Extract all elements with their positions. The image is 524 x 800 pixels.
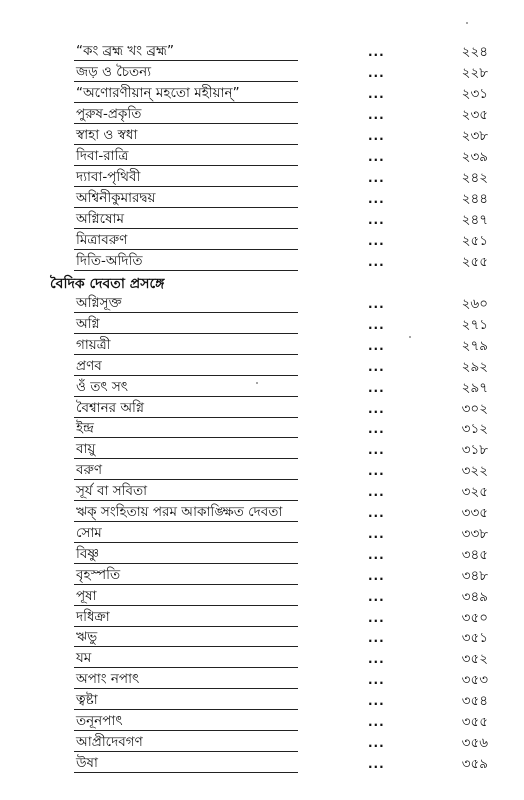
entry-page-number: ৩৫৩	[461, 672, 488, 689]
toc-entry	[0, 711, 524, 732]
toc-entry	[0, 627, 524, 648]
toc-entry	[0, 690, 524, 711]
entry-page-number: ৩৪৮	[461, 567, 488, 584]
entry-underline	[74, 60, 298, 61]
entry-underline	[74, 437, 298, 438]
entry-page-number: ২৫৫	[461, 254, 488, 270]
entry-underline	[74, 186, 298, 187]
entry-title: দিতি-অদিতি	[76, 253, 143, 269]
entry-underline	[74, 751, 298, 752]
entry-page-number: ৩২২	[461, 463, 488, 480]
toc-entry	[0, 251, 524, 272]
entry-page-number: ২৯৭	[461, 379, 488, 396]
entry-underline	[74, 542, 298, 543]
entry-underline	[74, 730, 298, 731]
entry-leader-dots: ...	[368, 213, 385, 227]
entry-underline	[74, 312, 298, 313]
entry-underline	[74, 646, 298, 647]
entry-page-number: ৩২৫	[461, 484, 488, 501]
toc-entry	[0, 230, 524, 251]
entry-page-number: ৩১৮	[461, 442, 488, 459]
entry-title: জড় ও চৈতন্য	[76, 64, 152, 80]
entry-title: বায়ু	[76, 441, 96, 458]
toc-entry	[0, 523, 524, 544]
toc-entry	[0, 544, 524, 565]
entry-leader-dots: ...	[368, 694, 385, 709]
entry-underline	[74, 270, 298, 271]
toc-entry	[0, 146, 524, 167]
entry-title: অপাং নপাৎ	[76, 671, 140, 688]
entry-leader-dots: ...	[368, 297, 385, 311]
entry-underline	[74, 165, 298, 166]
entry-page-number: ২৩৫	[461, 107, 488, 123]
toc-entry	[0, 398, 524, 419]
entry-page-number: ২৩৯	[461, 149, 488, 165]
toc-entry	[0, 41, 524, 62]
entry-page-number: ৩৫৬	[461, 734, 488, 751]
entry-title: তনূনপাৎ	[76, 713, 123, 729]
entry-leader-dots: ...	[368, 610, 385, 625]
entry-title: বরুণ	[76, 462, 103, 479]
entry-underline	[74, 417, 298, 418]
toc-entry	[0, 104, 524, 125]
entry-leader-dots: ...	[368, 66, 385, 80]
entry-leader-dots: ...	[368, 87, 385, 101]
entry-leader-dots: ...	[368, 401, 385, 416]
toc-entry	[0, 377, 524, 398]
entry-underline	[74, 375, 298, 376]
entry-title: পুরুষ-প্রকৃতি	[76, 106, 142, 122]
entry-underline	[74, 521, 298, 522]
entry-underline	[74, 228, 298, 229]
toc-entry	[0, 648, 524, 669]
entry-page-number: ২৩৮	[461, 128, 488, 144]
entry-title: বৃহস্পতি	[76, 566, 121, 583]
entry-leader-dots: ...	[368, 192, 385, 206]
entry-page-number: ২২৪	[461, 44, 488, 60]
entry-title: ঋভু	[76, 629, 98, 646]
entry-page-number: ৩৫৪	[461, 693, 488, 710]
entry-page-number: ২৭৯	[461, 337, 488, 354]
entry-underline	[74, 667, 298, 668]
entry-title: ঋক্‌ সংহিতায় পরম আকাঙ্ক্ষিত দেবতা	[76, 504, 283, 520]
entry-underline	[74, 333, 298, 334]
toc-entry	[0, 314, 524, 335]
entry-underline	[74, 563, 298, 564]
toc-entry	[0, 83, 524, 104]
entry-leader-dots: ...	[368, 338, 385, 353]
toc-entry	[0, 460, 524, 481]
entry-leader-dots: ...	[368, 715, 385, 729]
entry-leader-dots: ...	[368, 255, 385, 269]
print-speck	[409, 336, 411, 338]
toc-entry	[0, 753, 524, 774]
entry-leader-dots: ...	[368, 422, 385, 437]
toc-entry	[0, 439, 524, 460]
entry-underline	[74, 709, 298, 710]
entry-title: দধিক্রা	[76, 608, 110, 625]
entry-leader-dots: ...	[368, 526, 385, 541]
entry-page-number: ৩৪৫	[461, 546, 488, 563]
entry-page-number: ২৭১	[461, 316, 488, 333]
entry-underline	[74, 479, 298, 480]
entry-page-number: ৩১২	[461, 421, 488, 438]
toc-entry	[0, 293, 524, 314]
entry-underline	[74, 688, 298, 689]
entry-leader-dots: ...	[368, 652, 385, 667]
entry-underline	[74, 584, 298, 585]
toc-entry	[0, 481, 524, 502]
entry-underline	[74, 605, 298, 606]
entry-page-number: ৩৫১	[461, 630, 488, 647]
entry-underline	[74, 123, 298, 124]
entry-page-number: ২৫১	[461, 233, 488, 249]
entry-page-number: ৩৫০	[461, 609, 488, 626]
entry-title: পূষা	[76, 587, 97, 604]
entry-title: অগ্নিসূক্ত	[76, 295, 122, 311]
entry-page-number: ৩৫৫	[461, 714, 488, 730]
entry-title: প্রণব	[76, 357, 102, 374]
entry-leader-dots: ...	[368, 589, 385, 604]
entry-title: অশ্বিনীকুমারদ্বয়	[76, 190, 156, 206]
entry-leader-dots: ...	[368, 443, 385, 458]
entry-page-number: ৩৫৯	[461, 755, 488, 772]
entry-title: “অণোরণীয়ান্‌ মহতো মহীয়ান্‌”	[76, 85, 240, 101]
print-speck	[466, 22, 468, 24]
toc-entry	[0, 188, 524, 209]
entry-title: স্বাহা ও স্বধা	[76, 127, 138, 143]
entry-title: দ্যাবা-পৃথিবী	[76, 169, 141, 185]
entry-underline	[74, 207, 298, 208]
entry-title: বিষ্ণু	[76, 545, 100, 562]
entry-page-number: ২৬০	[461, 296, 488, 312]
entry-title: ইন্দ্র	[76, 420, 94, 437]
entry-title: উষা	[76, 754, 98, 771]
entry-leader-dots: ...	[368, 317, 385, 332]
entry-title: অগ্নি	[76, 315, 100, 332]
entry-title: বৈশ্বানর অগ্নি	[76, 399, 145, 416]
entry-leader-dots: ...	[368, 108, 385, 122]
toc-entry	[0, 335, 524, 356]
print-speck	[256, 382, 258, 384]
entry-title: যম	[76, 650, 92, 667]
entry-page-number: ৩৫২	[461, 651, 488, 668]
entry-title: “কং ব্রহ্ম খং ব্রহ্ম”	[76, 43, 174, 59]
entry-title: গায়ত্রী	[76, 336, 111, 353]
entry-title: ত্বষ্টা	[76, 692, 98, 709]
entry-title: আপ্রীদেবগণ	[76, 733, 143, 750]
entry-page-number: ২৪৪	[461, 191, 488, 207]
entry-page-number: ৩০২	[461, 400, 488, 417]
entry-underline	[74, 500, 298, 501]
entry-page-number: ৩৩৮	[461, 525, 488, 542]
entry-leader-dots: ...	[368, 45, 385, 59]
entry-underline	[74, 354, 298, 355]
entry-leader-dots: ...	[368, 171, 385, 185]
toc-entry	[0, 565, 524, 586]
entry-leader-dots: ...	[368, 568, 385, 583]
toc-entry	[0, 586, 524, 607]
entry-underline	[74, 249, 298, 250]
entry-underline	[74, 458, 298, 459]
entry-title: সোম	[76, 524, 102, 541]
entry-leader-dots: ...	[368, 234, 385, 248]
entry-page-number: ২২৮	[461, 65, 488, 81]
entry-leader-dots: ...	[368, 756, 385, 771]
toc-entry	[0, 502, 524, 523]
entry-title: অগ্নিষোম	[76, 211, 124, 227]
toc-entry	[0, 356, 524, 377]
toc-entry	[0, 669, 524, 690]
entry-leader-dots: ...	[368, 464, 385, 479]
entry-underline	[74, 144, 298, 145]
entry-title: মিত্রাবরুণ	[76, 232, 128, 248]
entry-page-number: ২৪৭	[461, 212, 488, 228]
entry-leader-dots: ...	[368, 359, 385, 374]
toc-entry	[0, 607, 524, 628]
entry-page-number: ২৪২	[461, 170, 488, 186]
toc-entry	[0, 418, 524, 439]
entry-page-number: ৩৩৫	[461, 505, 488, 521]
entry-underline	[74, 102, 298, 103]
entry-underline	[74, 772, 298, 773]
entry-underline	[74, 396, 298, 397]
entry-title: দিবা-রাত্রি	[76, 148, 129, 164]
entry-underline	[74, 626, 298, 627]
entry-page-number: ২৯২	[461, 358, 488, 375]
entry-title: সূর্য বা সবিতা	[76, 483, 148, 500]
entry-leader-dots: ...	[368, 735, 385, 750]
entry-page-number: ২৩১	[461, 86, 488, 102]
toc-entry	[0, 167, 524, 188]
entry-leader-dots: ...	[368, 129, 385, 143]
entry-title: ওঁ তৎ সৎ	[76, 378, 128, 395]
entry-page-number: ৩৪৯	[461, 588, 488, 605]
entry-leader-dots: ...	[368, 547, 385, 562]
entry-leader-dots: ...	[368, 150, 385, 164]
toc-entry	[0, 62, 524, 83]
entry-leader-dots: ...	[368, 380, 385, 395]
entry-leader-dots: ...	[368, 673, 385, 688]
toc-entry	[0, 732, 524, 753]
entry-leader-dots: ...	[368, 631, 385, 646]
toc-entry	[0, 209, 524, 230]
toc-entry	[0, 125, 524, 146]
entry-leader-dots: ...	[368, 506, 385, 520]
section-heading: বৈদিক দেবতা প্রসঙ্গে	[50, 276, 165, 292]
entry-underline	[74, 81, 298, 82]
entry-leader-dots: ...	[368, 485, 385, 500]
